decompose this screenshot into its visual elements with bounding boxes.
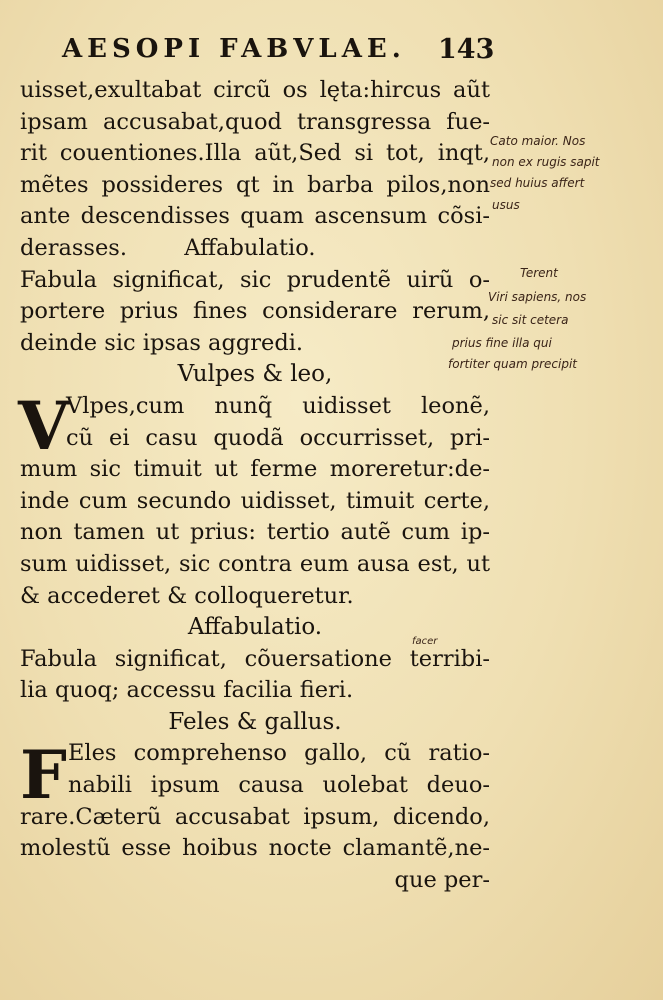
text-line: mẽtes possideres qt in barba pilos,non xyxy=(20,171,490,198)
handwritten-note: facer xyxy=(412,636,438,647)
text-line-affabulatio: derasses. Affabulatio. xyxy=(20,234,316,261)
text-line: non tamen ut prius: tertio autẽ cum ip- xyxy=(20,519,490,546)
handwritten-note: sed huius affert xyxy=(490,176,585,190)
handwritten-note: Cato maior. Nos xyxy=(490,134,586,148)
page-number: 143 xyxy=(438,34,495,65)
handwritten-note: sic sit cetera xyxy=(492,313,569,327)
handwritten-note: non ex rugis sapit xyxy=(492,155,600,169)
text-line: ipsam accusabat,quod transgressa fue- xyxy=(20,108,490,135)
catchword: que per- xyxy=(394,866,490,893)
fable-title: Vulpes & leo, xyxy=(177,361,333,388)
text-line: rare.Cæterũ accusabat ipsum, dicendo, xyxy=(20,803,490,830)
text-line: sum uidisset, sic contra eum ausa est, ut xyxy=(20,550,490,577)
running-title: AESOPI FABVLAE. xyxy=(62,34,406,64)
text-line: nabili ipsum causa uolebat deuo- xyxy=(68,772,490,799)
text-line: uisset,exultabat circũ os lęta:hircus aũt xyxy=(20,77,490,103)
text-line: & accederet & colloqueretur. xyxy=(20,582,354,609)
text-line: Fabula significat, cõuersatione terribi- xyxy=(20,645,490,672)
handwritten-note: Viri sapiens, nos xyxy=(488,290,587,304)
affabulatio-heading: Affabulatio. xyxy=(187,614,323,641)
text-line: Fabula significat, sic prudentẽ uirũ o- xyxy=(20,266,490,293)
text-line: ante descendisses quam ascensum cõsi- xyxy=(20,203,490,230)
text-line: mum sic timuit ut ferme moreretur:de- xyxy=(20,456,490,483)
text-line: lia quoq; accessu facilia fieri. xyxy=(20,677,354,704)
fable-title: Feles & gallus. xyxy=(168,708,342,735)
drop-cap-v: V xyxy=(18,387,70,465)
handwritten-note: usus xyxy=(492,198,520,212)
text-line: molestũ esse hoibus nocte clamantẽ,ne- xyxy=(20,835,490,862)
handwritten-note: prius fine illa qui xyxy=(452,336,552,350)
text-line: cũ ei casu quodã occurrisset, pri- xyxy=(66,424,490,451)
drop-cap-f: F xyxy=(20,736,67,814)
handwritten-note: fortiter quam precipit xyxy=(448,357,577,371)
text-line: rit couentiones.Illa aũt,Sed si tot, inqt, xyxy=(20,140,490,167)
text-line: Eles comprehenso gallo, cũ ratio- xyxy=(68,740,490,767)
text-line: Vlpes,cum nunq̃ uidisset leonẽ, xyxy=(66,392,490,419)
text-line: inde cum secundo uidisset, timuit certe, xyxy=(20,487,490,514)
text-line: deinde sic ipsas aggredi. xyxy=(20,329,304,356)
main-text-column xyxy=(20,75,490,896)
handwritten-note: Terent xyxy=(520,266,558,280)
text-line: portere prius fines considerare rerum, xyxy=(20,298,490,325)
